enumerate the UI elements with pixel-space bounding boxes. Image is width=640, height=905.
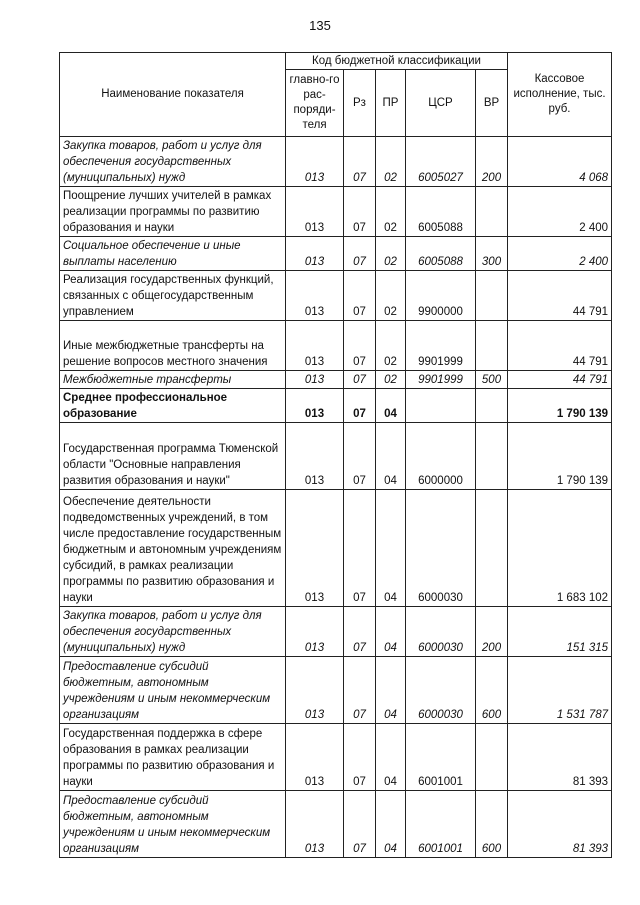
- table-row: [60, 137, 612, 187]
- cell-glav: 013: [286, 187, 344, 237]
- cell-pr: 04: [376, 389, 406, 423]
- cell-vr: 200: [476, 607, 508, 657]
- cell-vr: [476, 389, 508, 423]
- cell-glav: 013: [286, 791, 344, 858]
- cell-name: Закупка товаров, работ и услуг для обеспечения государственных (муниципальных) нужд: [60, 607, 286, 657]
- cell-vr: 300: [476, 237, 508, 271]
- cell-csr: 6005088: [406, 237, 476, 271]
- cell-vr: 500: [476, 371, 508, 389]
- cell-glav: 013: [286, 137, 344, 187]
- table-row: [60, 237, 612, 271]
- cell-rz: 07: [344, 657, 376, 724]
- cell-pr: 02: [376, 137, 406, 187]
- cell-pr: 04: [376, 607, 406, 657]
- table-row: [60, 724, 612, 791]
- cell-csr: 6005027: [406, 137, 476, 187]
- cell-sum: 44 791: [508, 371, 612, 389]
- page-number: 135: [309, 18, 331, 33]
- cell-rz: 07: [344, 490, 376, 607]
- cell-name: Обеспечение деятельности подведомственных учреждений, в том числе предоставление государственным бюджетным и автономным учреждениям субсидий, в рамках реализации программы по развитию образования и науки: [60, 490, 286, 607]
- cell-glav: 013: [286, 423, 344, 490]
- table-row: [60, 607, 612, 657]
- cell-glav: 013: [286, 490, 344, 607]
- cell-sum: 2 400: [508, 187, 612, 237]
- cell-pr: 02: [376, 371, 406, 389]
- cell-glav: 013: [286, 724, 344, 791]
- cell-vr: [476, 187, 508, 237]
- cell-pr: 02: [376, 237, 406, 271]
- cell-glav: 013: [286, 389, 344, 423]
- cell-sum: 1 790 139: [508, 423, 612, 490]
- cell-vr: [476, 321, 508, 371]
- cell-rz: 07: [344, 237, 376, 271]
- table-row: [60, 657, 612, 724]
- cell-csr: 6005088: [406, 187, 476, 237]
- cell-csr: 6000030: [406, 657, 476, 724]
- cell-pr: 02: [376, 187, 406, 237]
- cell-name: Предоставление субсидий бюджетным, автономным учреждениям и иным некоммерческим организациям: [60, 657, 286, 724]
- table-row: [60, 321, 612, 371]
- table-row: [60, 187, 612, 237]
- cell-rz: 07: [344, 371, 376, 389]
- cell-name: Социальное обеспечение и иные выплаты населению: [60, 237, 286, 271]
- cell-csr: [406, 389, 476, 423]
- cell-rz: 07: [344, 321, 376, 371]
- cell-glav: 013: [286, 321, 344, 371]
- cell-vr: [476, 490, 508, 607]
- cell-glav: 013: [286, 657, 344, 724]
- cell-vr: [476, 271, 508, 321]
- cell-sum: 4 068: [508, 137, 612, 187]
- table-row: [60, 490, 612, 607]
- cell-name: Реализация государственных функций, связанных с общегосударственным управлением: [60, 271, 286, 321]
- cell-csr: 6000030: [406, 607, 476, 657]
- cell-sum: 1 531 787: [508, 657, 612, 724]
- cell-name: Иные межбюджетные трансферты на решение вопросов местного значения: [60, 321, 286, 371]
- cell-name: Предоставление субсидий бюджетным, автономным учреждениям и иным некоммерческим организациям: [60, 791, 286, 858]
- cell-name: Государственная программа Тюменской области "Основные направления развития образования и науки": [60, 423, 286, 490]
- cell-sum: 2 400: [508, 237, 612, 271]
- cell-name: Поощрение лучших учителей в рамках реализации программы по развитию образования и науки: [60, 187, 286, 237]
- cell-glav: 013: [286, 371, 344, 389]
- table-row: [60, 371, 612, 389]
- cell-sum: 151 315: [508, 607, 612, 657]
- cell-rz: 07: [344, 271, 376, 321]
- cell-pr: 04: [376, 657, 406, 724]
- header-glav: главно-го рас-поряди-теля: [286, 70, 344, 137]
- cell-csr: 9901999: [406, 321, 476, 371]
- header-pr: ПР: [376, 70, 406, 137]
- cell-sum: 1 683 102: [508, 490, 612, 607]
- table-row: [60, 423, 612, 490]
- cell-glav: 013: [286, 271, 344, 321]
- cell-rz: 07: [344, 389, 376, 423]
- cell-pr: 02: [376, 271, 406, 321]
- header-code-group: Код бюджетной классификации: [286, 53, 508, 70]
- header-csr: ЦСР: [406, 70, 476, 137]
- cell-csr: 6000030: [406, 490, 476, 607]
- cell-sum: 81 393: [508, 791, 612, 858]
- cell-name: Среднее профессиональное образование: [60, 389, 286, 423]
- header-vr: ВР: [476, 70, 508, 137]
- cell-rz: 07: [344, 724, 376, 791]
- cell-vr: 600: [476, 791, 508, 858]
- cell-pr: 04: [376, 490, 406, 607]
- cell-pr: 04: [376, 724, 406, 791]
- header-rz: Рз: [344, 70, 376, 137]
- cell-csr: 6000000: [406, 423, 476, 490]
- table-row: [60, 389, 612, 423]
- cell-vr: 200: [476, 137, 508, 187]
- table-row: [60, 271, 612, 321]
- cell-csr: 6001001: [406, 791, 476, 858]
- cell-csr: 6001001: [406, 724, 476, 791]
- cell-pr: 02: [376, 321, 406, 371]
- cell-sum: 1 790 139: [508, 389, 612, 423]
- budget-table: [59, 52, 612, 858]
- cell-rz: 07: [344, 187, 376, 237]
- cell-rz: 07: [344, 137, 376, 187]
- cell-glav: 013: [286, 237, 344, 271]
- cell-vr: [476, 724, 508, 791]
- cell-name: Государственная поддержка в сфере образования в рамках реализации программы по развитию образования и науки: [60, 724, 286, 791]
- cell-rz: 07: [344, 607, 376, 657]
- cell-vr: [476, 423, 508, 490]
- cell-sum: 81 393: [508, 724, 612, 791]
- cell-csr: 9901999: [406, 371, 476, 389]
- table-body: [60, 137, 612, 858]
- header-name: Наименование показателя: [60, 53, 286, 137]
- cell-sum: 44 791: [508, 271, 612, 321]
- cell-rz: 07: [344, 791, 376, 858]
- cell-csr: 9900000: [406, 271, 476, 321]
- cell-pr: 04: [376, 791, 406, 858]
- cell-vr: 600: [476, 657, 508, 724]
- cell-rz: 07: [344, 423, 376, 490]
- cell-glav: 013: [286, 607, 344, 657]
- table-row: [60, 791, 612, 858]
- cell-sum: 44 791: [508, 321, 612, 371]
- cell-name: Межбюджетные трансферты: [60, 371, 286, 389]
- cell-name: Закупка товаров, работ и услуг для обеспечения государственных (муниципальных) нужд: [60, 137, 286, 187]
- cell-pr: 04: [376, 423, 406, 490]
- header-sum: Кассовое исполнение, тыс. руб.: [508, 53, 612, 137]
